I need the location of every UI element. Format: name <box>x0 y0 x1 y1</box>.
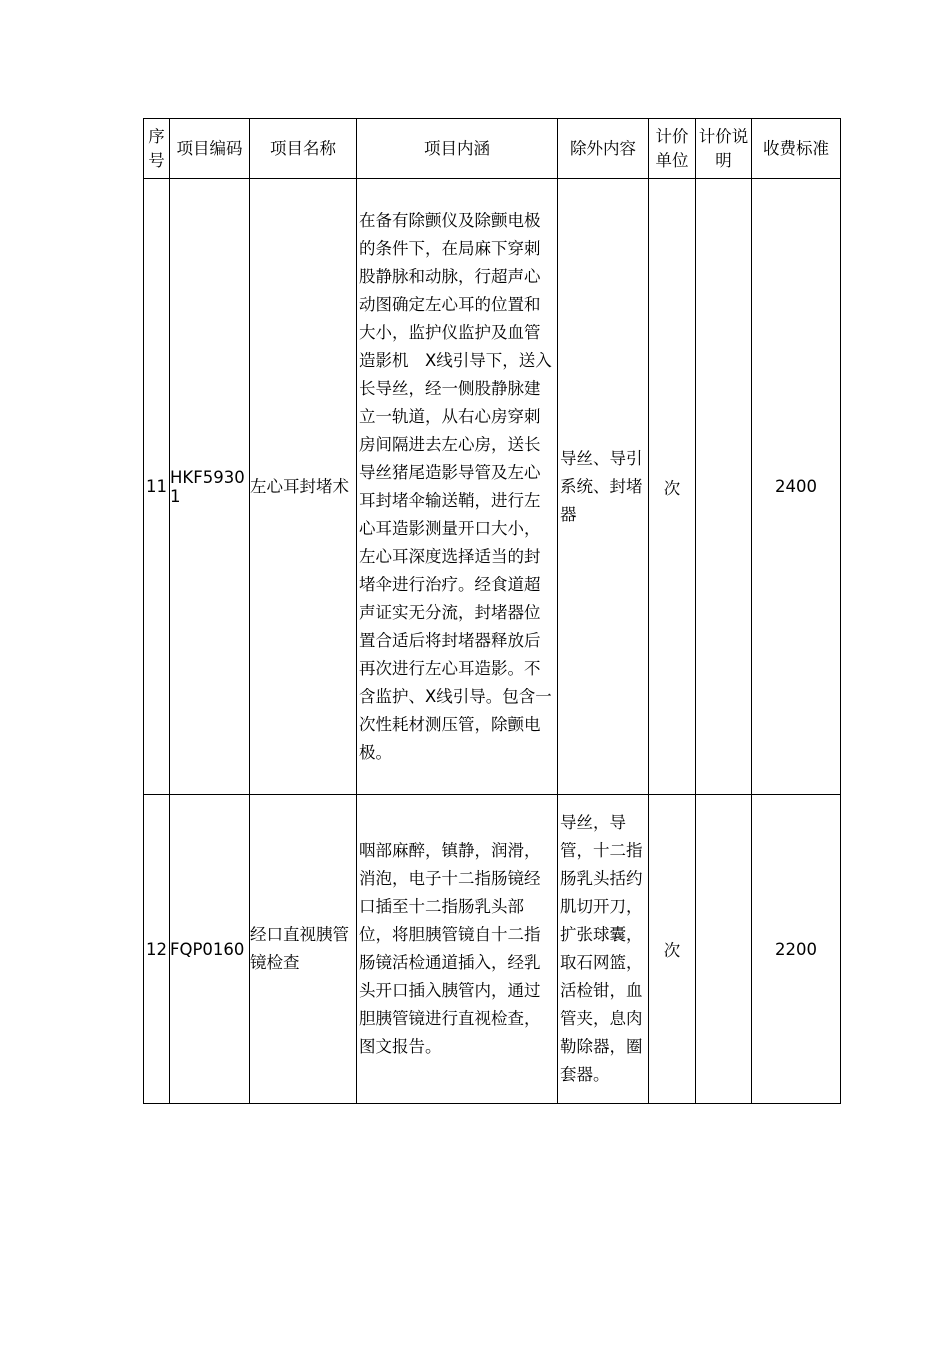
header-excluded: 除外内容 <box>558 119 649 179</box>
header-note: 计价说明 <box>696 119 752 179</box>
table-row <box>144 795 841 1104</box>
row-code: FQP0160 <box>170 795 250 1104</box>
row-code: HKF59301 <box>170 179 250 795</box>
row-note <box>696 179 752 795</box>
row-excluded: 导丝、导引系统、封堵器 <box>558 179 649 795</box>
header-unit: 计价单位 <box>649 119 696 179</box>
header-name: 项目名称 <box>250 119 357 179</box>
row-name: 左心耳封堵术 <box>250 179 357 795</box>
row-unit: 次 <box>649 795 696 1104</box>
row-seq: 12 <box>144 795 170 1104</box>
row-seq: 11 <box>144 179 170 795</box>
fee-table <box>143 118 841 1104</box>
row-price: 2400 <box>752 179 841 795</box>
header-seq: 序号 <box>144 119 170 179</box>
row-note <box>696 795 752 1104</box>
row-price: 2200 <box>752 795 841 1104</box>
row-unit: 次 <box>649 179 696 795</box>
row-content: 在备有除颤仪及除颤电极的条件下，在局麻下穿刺股静脉和动脉，行超声心动图确定左心耳的位置和大小，监护仪监护及血管造影机 X线引导下，送入长导丝，经一侧股静脉建立一轨道，从右心房穿刺房间隔进去左心房，送长导丝猪尾造影导管及左心耳封堵伞输送鞘，进行左心耳造影测量开口大小，左心耳深度选择适当的封堵伞进行治疗。经食道超声证实无分流，封堵器位置合适后将封堵器释放后再次进行左心耳造影。不含监护、X线引导。包含一次性耗材测压管，除颤电极。 <box>357 179 558 795</box>
table-row <box>144 179 841 795</box>
row-excluded: 导丝，导管，十二指肠乳头括约肌切开刀，扩张球囊，取石网篮，活检钳，血管夹，息肉勒除器，圈套器。 <box>558 795 649 1104</box>
header-price: 收费标准 <box>752 119 841 179</box>
header-code: 项目编码 <box>170 119 250 179</box>
header-content: 项目内涵 <box>357 119 558 179</box>
row-name: 经口直视胰管镜检查 <box>250 795 357 1104</box>
row-content: 咽部麻醉，镇静，润滑，消泡，电子十二指肠镜经口插至十二指肠乳头部位，将胆胰管镜自十二指肠镜活检通道插入，经乳头开口插入胰管内，通过胆胰管镜进行直视检查， 图文报告。 <box>357 795 558 1104</box>
header-row <box>144 119 841 179</box>
